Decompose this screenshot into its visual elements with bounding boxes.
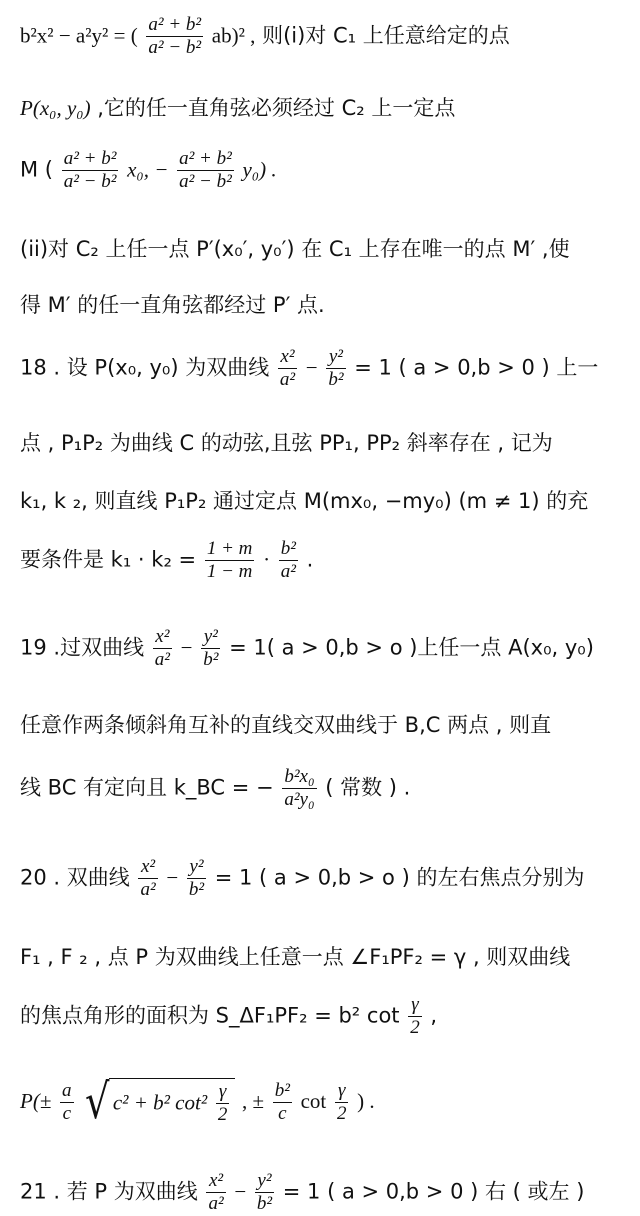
text: = 1 ( a > 0,b > 0 ) 上一 xyxy=(354,355,599,380)
close-paren: ) . xyxy=(357,1089,375,1113)
text: 则(i)对 C₁ 上任意给定的点 xyxy=(262,23,510,48)
fraction xyxy=(326,346,345,391)
fraction-denominator: a² xyxy=(154,648,170,670)
text: k₁, k ₂, 则直线 P₁P₂ 通过定点 M(mx₀, −my₀) (m ≠ 1) 的充 xyxy=(20,489,589,513)
fraction-numerator: b² xyxy=(280,538,296,559)
text: 线 BC 有定向且 k_BC = − xyxy=(20,775,274,800)
fraction-numerator: x² xyxy=(278,346,297,369)
line-12 xyxy=(20,766,626,811)
fraction-denominator: a² xyxy=(279,368,296,390)
fraction-denominator: 2 xyxy=(336,1102,347,1124)
fraction xyxy=(278,346,297,391)
text: 的焦点角形的面积为 S_ΔF₁PF₂ = b² cot xyxy=(20,1003,400,1028)
square-root-body xyxy=(109,1078,235,1126)
minus-sign: − xyxy=(305,355,318,380)
fraction-denominator: a² xyxy=(140,878,156,900)
fraction xyxy=(408,994,422,1039)
line-2 xyxy=(20,95,626,121)
problem-19-head: 19 .过双曲线 xyxy=(20,635,145,660)
fraction-denominator: a² xyxy=(208,1192,224,1214)
line-8 xyxy=(20,488,626,514)
line-11 xyxy=(20,712,626,738)
fraction xyxy=(206,1170,225,1215)
fraction xyxy=(62,148,119,193)
fraction-numerator: a² + b² xyxy=(148,14,202,35)
fraction-numerator: a xyxy=(62,1079,72,1101)
line-13 xyxy=(20,856,626,901)
fraction-denominator: 1 − m xyxy=(206,560,253,582)
fraction-numerator: b² xyxy=(274,1079,290,1101)
fraction-numerator: y² xyxy=(326,346,345,369)
line-5 xyxy=(20,292,626,318)
line-14 xyxy=(20,944,626,970)
fraction xyxy=(187,856,206,901)
text: (ii)对 C₂ 上任一点 P′(x₀′, y₀′) 在 C₁ 上存在唯一的点 M′ ,使 xyxy=(20,237,570,261)
line-7 xyxy=(20,430,626,456)
minus-sign: − xyxy=(180,635,193,660)
cot-function: cot xyxy=(300,1089,327,1113)
text: 要条件是 k₁ · k₂ = xyxy=(20,547,197,572)
fraction-denominator: a² xyxy=(280,560,296,582)
problem-18-head: 18 . 设 P(x₀, y₀) 为双曲线 xyxy=(20,355,270,380)
fraction-numerator: y² xyxy=(255,1170,274,1193)
radicand: c² + b² cot² xyxy=(112,1090,208,1115)
fraction-numerator: γ xyxy=(335,1080,349,1103)
point-m-label: M ( xyxy=(20,157,53,182)
fraction-denominator: 2 xyxy=(217,1104,228,1125)
line-16 xyxy=(20,1072,626,1132)
fraction xyxy=(60,1080,74,1125)
fraction xyxy=(335,1080,349,1125)
fraction-numerator: γ xyxy=(408,994,422,1017)
line-10 xyxy=(20,626,626,671)
text: , xyxy=(430,1003,438,1028)
separator: , ± xyxy=(242,1089,265,1113)
fraction xyxy=(282,766,316,811)
fraction xyxy=(255,1170,274,1215)
fraction xyxy=(201,626,220,671)
line-17 xyxy=(20,1170,626,1215)
fraction xyxy=(205,538,255,583)
fraction-denominator: a² − b² xyxy=(148,36,202,58)
fraction-denominator: a² − b² xyxy=(63,170,117,192)
fraction-numerator: y² xyxy=(187,856,206,879)
line-6 xyxy=(20,346,626,391)
problem-21-head: 21 . 若 P 为双曲线 xyxy=(20,1179,198,1204)
fraction-numerator: y² xyxy=(201,626,220,649)
fraction-numerator: γ xyxy=(216,1081,230,1104)
equation-right: ab)² , xyxy=(211,23,256,48)
square-root-icon: √ xyxy=(85,1074,110,1130)
fraction-denominator: b² xyxy=(256,1192,273,1214)
fraction xyxy=(138,856,157,901)
dot-operator: · xyxy=(263,547,271,572)
fraction xyxy=(146,14,203,59)
problem-20-head: 20 . 双曲线 xyxy=(20,865,130,890)
fraction xyxy=(273,1080,292,1125)
line-3 xyxy=(20,148,626,193)
fraction-denominator: c xyxy=(278,1102,287,1124)
line-15 xyxy=(20,994,626,1039)
text: 得 M′ 的任一直角弦都经过 P′ 点. xyxy=(20,293,325,317)
fraction-denominator: a² − b² xyxy=(179,170,232,192)
minus-sign: − xyxy=(234,1179,247,1204)
coordinate-x: x₀, − xyxy=(127,157,169,182)
coordinate-y: y₀) . xyxy=(242,157,277,182)
point-p: P(± xyxy=(20,1089,52,1113)
fraction-denominator: b² xyxy=(328,368,344,390)
fraction-numerator: a² + b² xyxy=(63,148,117,169)
fraction xyxy=(177,148,234,193)
fraction xyxy=(216,1081,230,1126)
fraction-denominator: b² xyxy=(203,648,219,670)
fraction-numerator: x² xyxy=(153,626,172,649)
fraction-numerator: b²x₀ xyxy=(284,766,315,787)
point-p: P(x₀, y₀) xyxy=(20,96,91,120)
fraction-numerator: 1 + m xyxy=(206,538,253,559)
equation-left: b²x² − a²y² = ( xyxy=(20,23,138,48)
text: 点 , P₁P₂ 为曲线 C 的动弦,且弦 PP₁, PP₂ 斜率存在 , 记为 xyxy=(20,431,553,455)
line-4 xyxy=(20,236,626,262)
fraction xyxy=(279,538,298,583)
text: 任意作两条倾斜角互补的直线交双曲线于 B,C 两点 , 则直 xyxy=(20,713,552,737)
text: ( 常数 ) . xyxy=(325,775,411,800)
text: F₁ , F ₂ , 点 P 为双曲线上任意一点 ∠F₁PF₂ = γ , 则双曲线 xyxy=(20,945,571,969)
fraction-numerator: a² + b² xyxy=(179,148,232,169)
fraction-denominator: a²y₀ xyxy=(284,788,315,810)
fraction-denominator: b² xyxy=(188,878,205,900)
fraction-numerator: x² xyxy=(138,856,157,879)
line-9 xyxy=(20,538,626,583)
minus-sign: − xyxy=(166,865,179,890)
fraction-denominator: c xyxy=(62,1102,72,1124)
line-1 xyxy=(20,14,626,59)
text: . xyxy=(306,547,314,572)
text: ,它的任一直角弦必须经过 C₂ 上一定点 xyxy=(97,96,456,120)
fraction xyxy=(153,626,172,671)
fraction-denominator: 2 xyxy=(410,1016,420,1038)
text: = 1 ( a > 0,b > 0 ) 右 ( 或左 ) xyxy=(282,1179,585,1204)
text: = 1 ( a > 0,b > o ) 的左右焦点分别为 xyxy=(214,865,585,890)
text: = 1( a > 0,b > o )上任一点 A(x₀, y₀) xyxy=(229,635,594,660)
fraction-numerator: x² xyxy=(206,1170,225,1193)
